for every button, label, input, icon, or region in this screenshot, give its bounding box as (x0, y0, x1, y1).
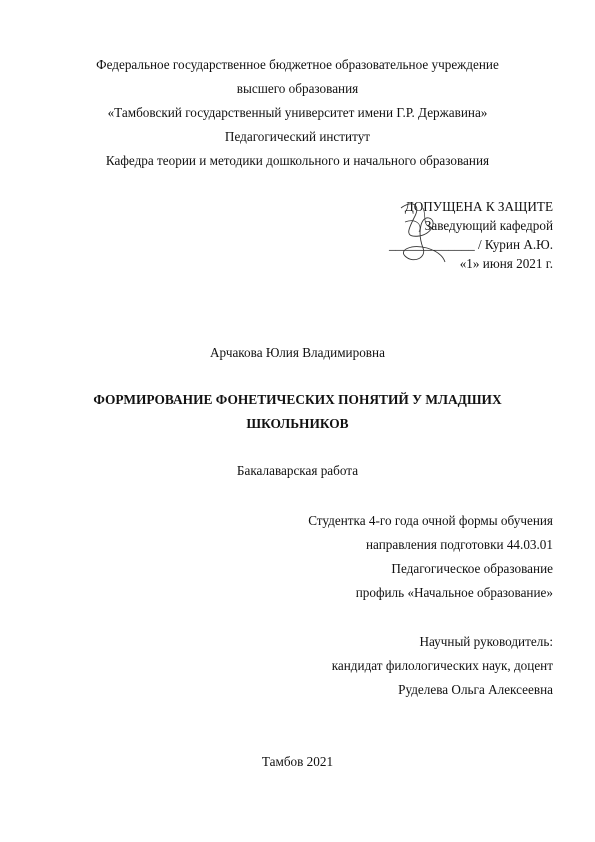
supervisor-name: Руделева Ольга Алексеевна (398, 682, 553, 697)
institute-name: Педагогический институт (224, 129, 371, 144)
department-name: Кафедра теории и методики дошкольного и начального образования (105, 153, 490, 168)
approval-date: «1» июня 2021 г. (459, 256, 553, 271)
handwritten-signature (393, 198, 451, 270)
student-info-line-3: Педагогическое образование (391, 561, 553, 576)
thesis-title-line-1: ФОРМИРОВАНИЕ ФОНЕТИЧЕСКИХ ПОНЯТИЙ У МЛАДШИХ (93, 392, 502, 407)
student-info-line-1: Студентка 4-го года очной формы обучения (308, 513, 553, 528)
approval-signature-line: _____________ / Курин А.Ю. (388, 237, 553, 252)
thesis-title-line-2: ШКОЛЬНИКОВ (246, 416, 349, 431)
institution-line-1: Федеральное государственное бюджетное образовательное учреждение (96, 57, 499, 72)
supervisor-degree: кандидат филологических наук, доцент (331, 658, 553, 673)
approval-stamp: ДОПУЩЕНА К ЗАЩИТЕ (404, 199, 553, 214)
work-type: Бакалаварская работа (236, 463, 359, 478)
student-info-line-4: профиль «Начальное образование» (355, 585, 553, 600)
supervisor-label: Научный руководитель: (419, 634, 553, 649)
institution-line-2: высшего образования (236, 81, 359, 96)
approval-position: Заведующий кафедрой (424, 218, 553, 233)
university-name: «Тамбовский государственный университет имени Г.Р. Державина» (107, 105, 488, 120)
city-year: Тамбов 2021 (261, 754, 334, 769)
student-info-line-2: направления подготовки 44.03.01 (365, 537, 553, 552)
author-name: Арчакова Юлия Владимировна (210, 345, 385, 360)
